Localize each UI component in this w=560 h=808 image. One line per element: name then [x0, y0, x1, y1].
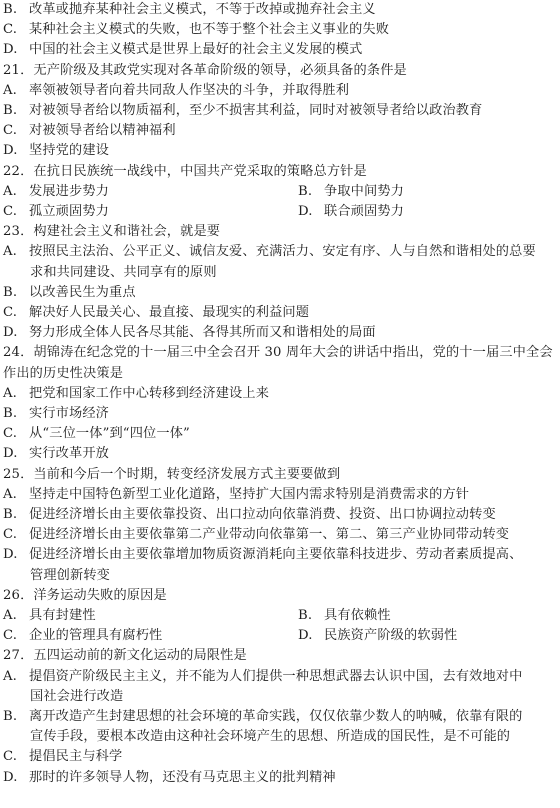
option-label: B. [298, 183, 313, 199]
option-text: 努力形成全体人民各尽其能、各得其所而又和谐相处的局面 [29, 325, 376, 341]
option-text: 坚持走中国特色新型工业化道路，坚持扩大国内需求特别是消费需求的方针 [29, 486, 470, 502]
q27-option-a-continued: 国社会进行改造 [30, 688, 124, 704]
option-text: 某种社会主义模式的失败，也不等于整个社会主义事业的失败 [29, 22, 390, 38]
q24-option-c [3, 425, 190, 443]
q23-option-a [3, 243, 536, 261]
option-text: 按照民主法治、公平正义、诚信友爱、充满活力、安定有序、人与自然和谐相处的总要 [29, 244, 536, 260]
q25-option-b [3, 506, 496, 524]
option-label: D. [298, 628, 313, 644]
q23-option-b [3, 284, 136, 302]
option-label: C. [3, 305, 18, 320]
option-label: C. [3, 749, 18, 765]
question-24: 24．胡锦涛在纪念党的十一届三中全会召开 30 周年大会的讲话中指出，党的十一届三中全会 [3, 345, 553, 361]
q24-option-d [3, 445, 109, 463]
option-label: B. [298, 608, 313, 623]
q25-option-d [3, 546, 522, 564]
option-label: B. [3, 406, 18, 421]
option-text: 实行改革开放 [29, 446, 110, 462]
q23-option-a-continued: 求和共同建设、共同享有的原则 [30, 264, 217, 280]
q22-option-b [298, 183, 404, 201]
option-label: D. [3, 325, 18, 341]
q26-option-b [298, 607, 391, 625]
question-27: 27．五四运动前的新文化运动的局限性是 [3, 648, 247, 664]
q23-option-c [3, 304, 309, 322]
option-text: 实行市场经济 [29, 406, 110, 421]
option-label: A. [3, 486, 18, 502]
option-text: 促进经济增长由主要依靠第二产业带动向依靠第一、第二、第三产业协同带动转变 [29, 527, 510, 543]
option-c [3, 21, 389, 39]
question-24-continued: 作出的历史性决策是 [3, 365, 124, 381]
option-label: B. [3, 709, 18, 724]
q27-option-c [3, 748, 122, 766]
option-label: B. [3, 2, 18, 17]
option-label: B. [3, 284, 18, 300]
option-label: D. [3, 446, 18, 462]
option-text: 改革或抛弃某种社会主义模式，不等于改掉或抛弃社会主义 [29, 2, 376, 17]
question-26: 26．洋务运动失败的原因是 [3, 587, 167, 603]
option-label: A. [3, 82, 18, 98]
q22-option-d [298, 203, 404, 221]
option-text: 坚持党的建设 [29, 143, 110, 159]
q22-option-c [3, 203, 109, 221]
q21-option-b [3, 102, 482, 120]
question-23: 23．构建社会主义和谐社会，就是要 [3, 224, 221, 240]
option-text: 从“三位一体”到“四位一体” [29, 426, 190, 442]
option-label: C. [3, 204, 18, 219]
option-label: A. [3, 183, 18, 199]
q26-option-a [3, 607, 96, 625]
option-label: D. [3, 42, 18, 58]
q21-option-d [3, 142, 109, 160]
option-label: D. [3, 769, 18, 785]
option-label: C. [3, 123, 18, 139]
option-text: 以改善民生为重点 [29, 284, 136, 300]
option-label: D. [298, 204, 313, 219]
option-text: 争取中间势力 [324, 183, 405, 199]
option-d [3, 41, 362, 59]
option-text: 企业的管理具有腐朽性 [29, 628, 163, 644]
question-25: 25．当前和今后一个时期，转变经济发展方式主要要做到 [3, 466, 341, 482]
option-label: C. [3, 22, 18, 38]
q26-option-c [3, 627, 162, 645]
option-text: 民族资产阶级的软弱性 [324, 628, 458, 644]
option-label: B. [3, 103, 18, 118]
q25-option-d-continued: 管理创新转变 [30, 567, 111, 583]
option-label: A. [3, 608, 18, 623]
option-text: 中国的社会主义模式是世界上最好的社会主义发展的模式 [29, 42, 363, 58]
question-21: 21．无产阶级及其政党实现对各革命阶级的领导，必须具备的条件是 [3, 62, 407, 78]
q22-option-a [3, 183, 109, 201]
q21-option-a [3, 82, 349, 100]
option-text: 具有依赖性 [324, 608, 391, 623]
question-22: 22．在抗日民族统一战线中，中国共产党采取的策略总方针是 [3, 163, 367, 179]
q25-option-c [3, 526, 509, 544]
option-text: 把党和国家工作中心转移到经济建设上来 [29, 385, 270, 401]
q24-option-b [3, 405, 109, 423]
option-text: 提倡民主与科学 [29, 749, 123, 765]
q24-option-a [3, 385, 269, 403]
q26-option-d [298, 627, 457, 645]
option-text: 联合顽固势力 [324, 204, 405, 219]
option-text: 率领被领导者向着共同敌人作坚决的斗争，并取得胜利 [29, 82, 350, 98]
option-label: A. [3, 668, 18, 684]
option-text: 具有封建性 [29, 608, 96, 623]
q25-option-a [3, 486, 469, 504]
option-text: 解决好人民最关心、最直接、最现实的利益问题 [29, 305, 310, 320]
q27-option-a [3, 668, 522, 686]
option-text: 对被领导者给以精神福利 [29, 123, 176, 139]
q21-option-c [3, 122, 176, 140]
q27-option-b-continued: 宣传手段，要根本改造由这种社会环境产生的思想、所造成的国民性，是不可能的 [30, 729, 511, 745]
option-text: 那时的许多领导人物，还没有马克思主义的批判精神 [29, 769, 336, 785]
q23-option-d [3, 324, 376, 342]
option-label: C. [3, 628, 18, 644]
option-label: B. [3, 507, 18, 522]
option-text: 促进经济增长由主要依靠增加物质资源消耗向主要依靠科技进步、劳动者素质提高、 [29, 547, 523, 563]
option-text: 孤立顽固势力 [29, 204, 110, 219]
option-label: A. [3, 385, 18, 401]
option-text: 对被领导者给以物质福利，至少不损害其利益，同时对被领导者给以政治教育 [29, 103, 483, 118]
option-label: C. [3, 426, 18, 442]
option-label: D. [3, 143, 18, 159]
option-label: C. [3, 527, 18, 543]
option-text: 促进经济增长由主要依靠投资、出口拉动向依靠消费、投资、出口协调拉动转变 [29, 507, 496, 522]
option-label: D. [3, 547, 18, 563]
option-text: 提倡资产阶级民主主义，并不能为人们提供一种思想武器去认识中国，去有效地对中 [29, 668, 523, 684]
q27-option-b [3, 708, 522, 726]
option-text: 发展进步势力 [29, 183, 110, 199]
q27-option-d [3, 769, 336, 787]
option-text: 离开改造产生封建思想的社会环境的革命实践，仅仅依靠少数人的呐喊，依靠有限的 [29, 709, 523, 724]
option-b [3, 1, 376, 19]
option-label: A. [3, 244, 18, 260]
